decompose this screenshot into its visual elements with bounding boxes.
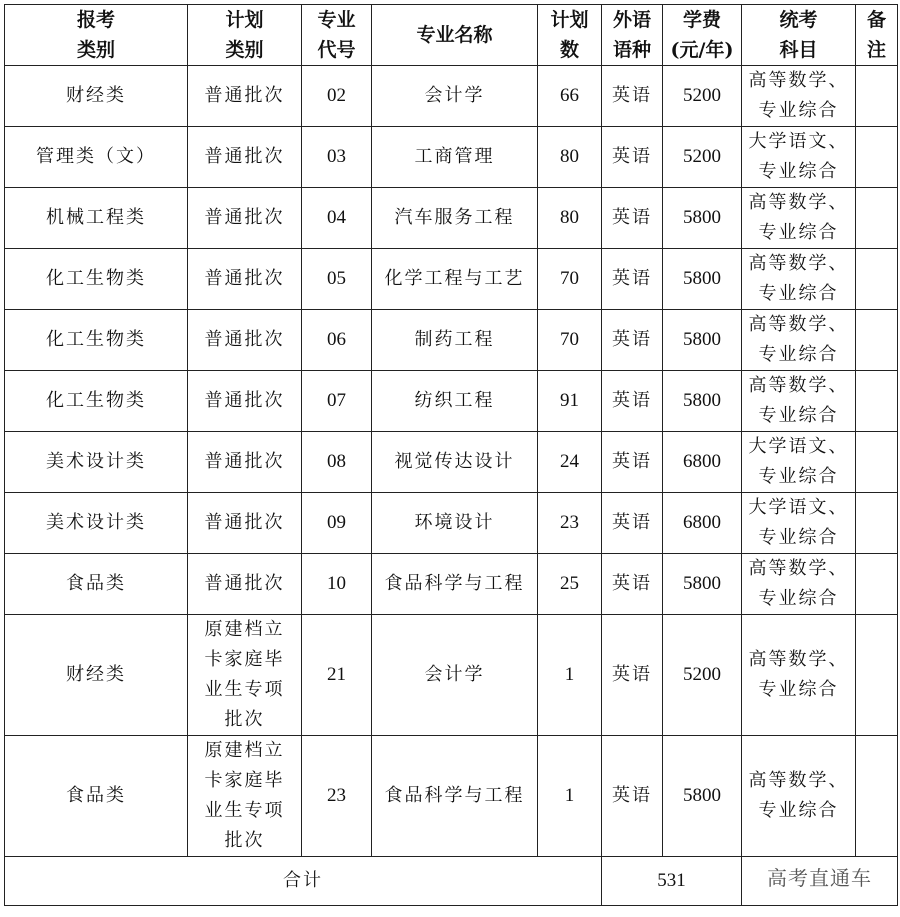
cell-code: 07 [302,371,372,432]
cell-notes [856,127,898,188]
cell-plan-count: 1 [538,615,602,736]
total-label: 合计 [5,857,602,906]
cell-plan-type: 原建档立 卡家庭毕 业生专项 批次 [188,736,302,857]
cell-plan-type: 普通批次 [188,188,302,249]
total-value: 531 [602,857,742,906]
cell-category: 化工生物类 [5,371,188,432]
header-subjects: 统考 科目 [742,5,856,66]
cell-major: 纺织工程 [372,371,538,432]
cell-subjects: 高等数学、 专业综合 [742,188,856,249]
cell-tuition: 5800 [663,249,742,310]
cell-major: 环境设计 [372,493,538,554]
cell-language: 英语 [602,310,663,371]
cell-notes [856,736,898,857]
cell-plan-type: 普通批次 [188,493,302,554]
table-row [5,736,898,857]
cell-major: 会计学 [372,615,538,736]
watermark: 高考直通车 [767,866,872,890]
cell-major: 工商管理 [372,127,538,188]
cell-plan-type: 普通批次 [188,249,302,310]
cell-language: 英语 [602,736,663,857]
cell-tuition: 5800 [663,371,742,432]
cell-plan-type: 普通批次 [188,371,302,432]
cell-notes [856,310,898,371]
total-row [5,857,898,906]
cell-notes [856,66,898,127]
cell-code: 06 [302,310,372,371]
cell-code: 03 [302,127,372,188]
cell-category: 管理类（文） [5,127,188,188]
cell-category: 食品类 [5,736,188,857]
table-row [5,127,898,188]
cell-plan-type: 原建档立 卡家庭毕 业生专项 批次 [188,615,302,736]
cell-plan-count: 70 [538,310,602,371]
cell-tuition: 5800 [663,736,742,857]
cell-tuition: 6800 [663,432,742,493]
header-plan-count: 计划 数 [538,5,602,66]
table-header-row [5,5,898,66]
cell-language: 英语 [602,127,663,188]
cell-code: 21 [302,615,372,736]
cell-major: 制药工程 [372,310,538,371]
cell-code: 10 [302,554,372,615]
cell-language: 英语 [602,493,663,554]
cell-category: 财经类 [5,66,188,127]
cell-subjects: 高等数学、 专业综合 [742,66,856,127]
cell-code: 09 [302,493,372,554]
cell-language: 英语 [602,615,663,736]
cell-notes [856,371,898,432]
cell-code: 05 [302,249,372,310]
cell-plan-type: 普通批次 [188,554,302,615]
cell-notes [856,493,898,554]
table-row [5,371,898,432]
cell-category: 机械工程类 [5,188,188,249]
cell-subjects: 大学语文、 专业综合 [742,493,856,554]
cell-plan-count: 23 [538,493,602,554]
cell-code: 04 [302,188,372,249]
cell-category: 食品类 [5,554,188,615]
header-tuition: 学费 (元/年) [663,5,742,66]
cell-code: 23 [302,736,372,857]
cell-plan-type: 普通批次 [188,310,302,371]
header-language: 外语 语种 [602,5,663,66]
cell-notes [856,554,898,615]
cell-category: 化工生物类 [5,249,188,310]
cell-plan-count: 24 [538,432,602,493]
cell-subjects: 大学语文、 专业综合 [742,432,856,493]
cell-language: 英语 [602,249,663,310]
cell-plan-count: 66 [538,66,602,127]
table-row [5,188,898,249]
cell-tuition: 5800 [663,310,742,371]
cell-category: 财经类 [5,615,188,736]
cell-notes [856,188,898,249]
cell-major: 汽车服务工程 [372,188,538,249]
cell-language: 英语 [602,554,663,615]
cell-tuition: 5200 [663,66,742,127]
table-row [5,432,898,493]
cell-major: 食品科学与工程 [372,736,538,857]
table-row [5,493,898,554]
cell-language: 英语 [602,66,663,127]
cell-tuition: 5200 [663,127,742,188]
cell-plan-type: 普通批次 [188,127,302,188]
table-row [5,554,898,615]
cell-code: 08 [302,432,372,493]
cell-subjects: 高等数学、 专业综合 [742,554,856,615]
cell-major: 会计学 [372,66,538,127]
cell-code: 02 [302,66,372,127]
table-row [5,310,898,371]
cell-plan-count: 80 [538,188,602,249]
header-plan-type: 计划 类别 [188,5,302,66]
cell-plan-count: 91 [538,371,602,432]
cell-subjects: 高等数学、 专业综合 [742,371,856,432]
cell-notes [856,615,898,736]
cell-plan-count: 25 [538,554,602,615]
cell-language: 英语 [602,432,663,493]
cell-category: 美术设计类 [5,493,188,554]
cell-major: 视觉传达设计 [372,432,538,493]
cell-subjects: 高等数学、 专业综合 [742,249,856,310]
cell-category: 化工生物类 [5,310,188,371]
cell-major: 食品科学与工程 [372,554,538,615]
cell-subjects: 大学语文、 专业综合 [742,127,856,188]
cell-plan-type: 普通批次 [188,432,302,493]
table-row [5,615,898,736]
cell-plan-count: 70 [538,249,602,310]
table-row [5,66,898,127]
cell-subjects: 高等数学、 专业综合 [742,736,856,857]
cell-tuition: 5200 [663,615,742,736]
cell-notes [856,432,898,493]
enrollment-plan-table [4,4,898,906]
cell-subjects: 高等数学、 专业综合 [742,310,856,371]
cell-plan-type: 普通批次 [188,66,302,127]
cell-category: 美术设计类 [5,432,188,493]
cell-plan-count: 80 [538,127,602,188]
header-major: 专业名称 [372,5,538,66]
cell-plan-count: 1 [538,736,602,857]
cell-subjects: 高等数学、 专业综合 [742,615,856,736]
header-code: 专业 代号 [302,5,372,66]
cell-major: 化学工程与工艺 [372,249,538,310]
cell-tuition: 5800 [663,188,742,249]
cell-notes [856,249,898,310]
header-notes: 备 注 [856,5,898,66]
table-row [5,249,898,310]
cell-tuition: 6800 [663,493,742,554]
cell-tuition: 5800 [663,554,742,615]
header-category: 报考 类别 [5,5,188,66]
cell-language: 英语 [602,188,663,249]
cell-language: 英语 [602,371,663,432]
